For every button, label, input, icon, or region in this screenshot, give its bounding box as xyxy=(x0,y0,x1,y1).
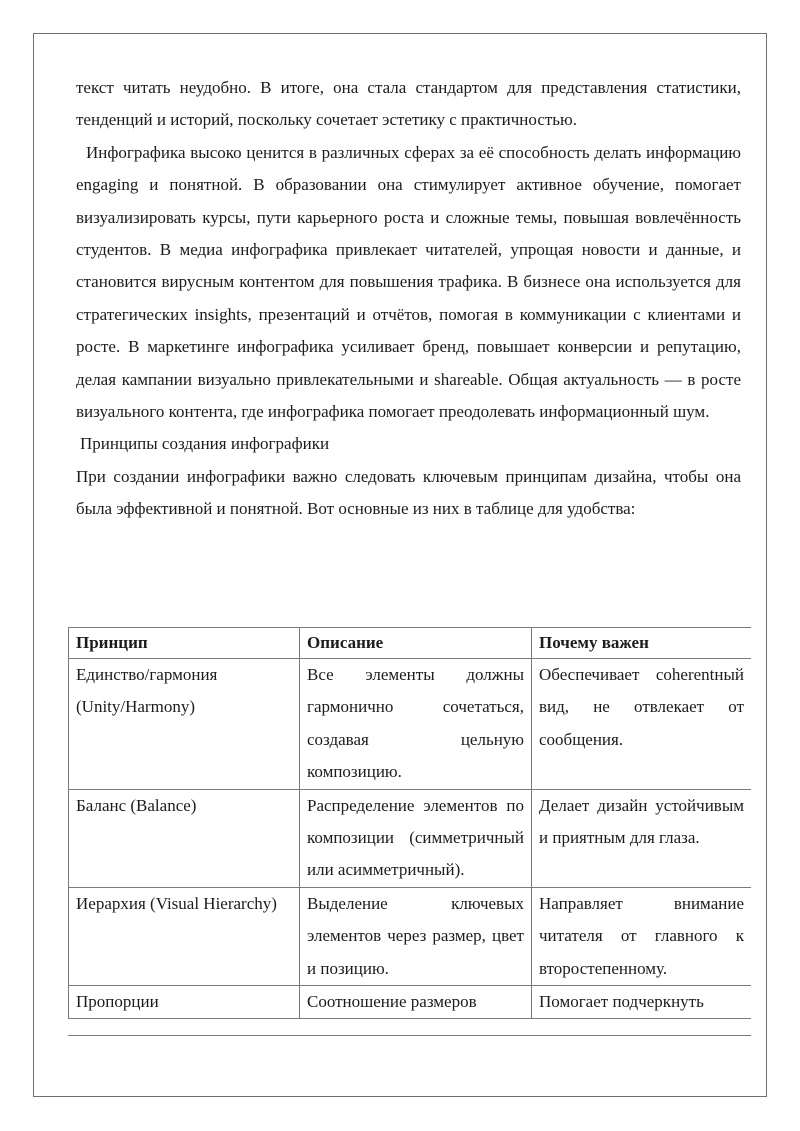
table-bottom-border xyxy=(68,1035,751,1036)
cell-description: Распределение элементов по композиции (симметричный или асимметричный). xyxy=(300,789,532,887)
header-description: Описание xyxy=(300,628,532,659)
cell-principle: Баланс (Balance) xyxy=(69,789,300,887)
section-heading: Принципы создания инфографики xyxy=(80,434,330,454)
cell-description: Все элементы должны гармонично сочетаться, создавая цельную композицию. xyxy=(300,659,532,790)
cell-why-important: Направляет внимание читателя от главного к второстепенному. xyxy=(532,887,752,985)
cell-why-important: Помогает подчеркнуть xyxy=(532,986,752,1019)
table-header-row xyxy=(69,628,752,659)
header-principle: Принцип xyxy=(69,628,300,659)
paragraph-intro-continuation: текст читать неудобно. В итоге, она стала стандартом для представления статистики, тенденций и историй, поскольку сочетает эстетику с практичностью. xyxy=(76,78,741,130)
table-row xyxy=(69,789,752,887)
document-body xyxy=(76,72,741,526)
table-row xyxy=(69,887,752,985)
header-why-important: Почему важен xyxy=(532,628,752,659)
cell-principle: Единство/гармония (Unity/Harmony) xyxy=(69,659,300,790)
table-row xyxy=(69,986,752,1019)
table-row xyxy=(69,659,752,790)
cell-why-important: Обеспечивает coherentный вид, не отвлекает от сообщения. xyxy=(532,659,752,790)
principles-table xyxy=(68,627,751,1019)
cell-principle: Иерархия (Visual Hierarchy) xyxy=(69,887,300,985)
cell-why-important: Делает дизайн устойчивым и приятным для глаза. xyxy=(532,789,752,887)
principles-table-container xyxy=(68,627,751,1036)
paragraph-principles-intro: При создании инфографики важно следовать ключевым принципам дизайна, чтобы она была эффективной и понятной. Вот основные из них в таблице для удобства: xyxy=(76,466,741,519)
paragraph-infographic-value: Инфографика высоко ценится в различных сферах за её способность делать информацию engaging и понятной. В образовании она стимулирует активное обучение, помогает визуализировать курсы, пути карьерного роста и сложные темы, повышая вовлечённость студентов. В медиа инфографика привлекает читателей, упрощая новости и данные, и становится вирусным контентом для повышения трафика. В бизнесе она используется для стратегических insights, презентаций и отчётов, помогая в коммуникации с клиентами и росте. В маркетинге инфографика усиливает бренд, повышает конверсии и репутацию, делая кампании визуально привлекательными и shareable. Общая актуальность — в росте визуального контента, где инфографика помогает преодолевать информационный шум. xyxy=(76,142,741,422)
cell-description: Соотношение размеров xyxy=(300,986,532,1019)
cell-principle: Пропорции xyxy=(69,986,300,1019)
cell-description: Выделение ключевых элементов через размер, цвет и позицию. xyxy=(300,887,532,985)
